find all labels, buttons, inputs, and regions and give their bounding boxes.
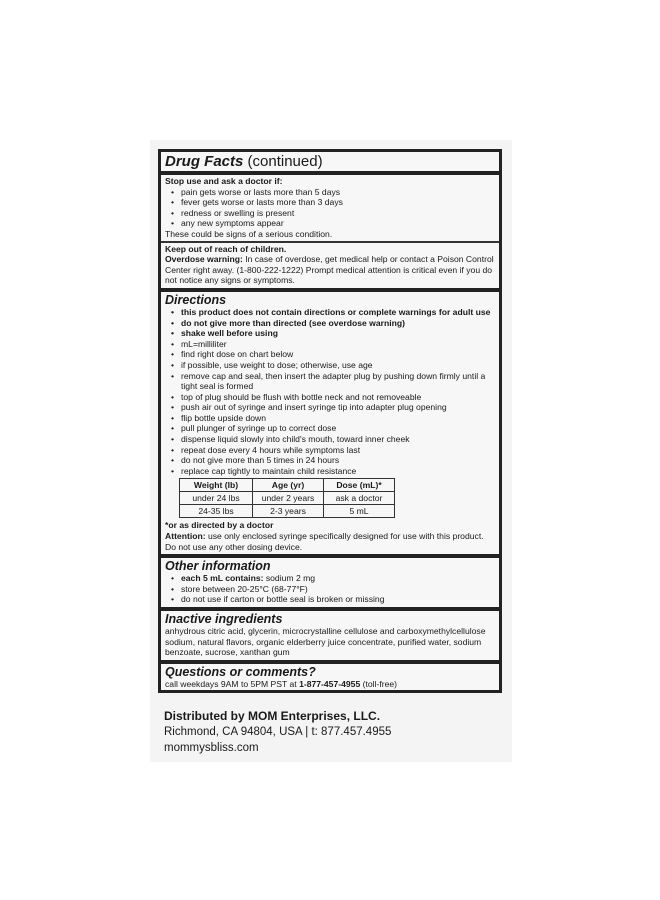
list-item: • shake well before using — [165, 328, 495, 339]
table-cell: 5 mL — [324, 505, 395, 518]
inactive-heading: Inactive ingredients — [165, 612, 283, 626]
list-item: • top of plug should be flush with bottle neck and not removeable — [165, 392, 495, 403]
dosing-footnote: *or as directed by a doctor — [165, 520, 274, 531]
list-item: • pain gets worse or lasts more than 5 days — [165, 187, 495, 198]
list-item: • store between 20-25°C (68-77°F) — [165, 584, 495, 595]
drug-facts-title: Drug Facts — [165, 153, 244, 170]
questions-text-after: (toll-free) — [360, 678, 398, 689]
overdose-text: In case of overdose, get medical help or contact a Poison Control Center right away. (1-800-222-1222) Prompt medical attention is critical even if you do not notice any signs or symptoms. — [165, 254, 494, 286]
attention-label: Attention: — [165, 531, 206, 542]
table-header: Weight (lb) — [180, 479, 253, 492]
table-cell: 24-35 lbs — [180, 505, 253, 518]
continued-label: (continued) — [243, 153, 323, 170]
distributor-block — [164, 708, 504, 756]
list-item: • redness or swelling is present — [165, 208, 495, 219]
table-header: Age (yr) — [253, 479, 324, 492]
distributor-name: Distributed by MOM Enterprises, LLC. — [164, 709, 381, 723]
list-item: • find right dose on chart below — [165, 349, 495, 360]
table-row — [180, 505, 395, 518]
drug-facts-header — [161, 152, 499, 175]
list-item: • flip bottle upside down — [165, 413, 495, 424]
directions-heading: Directions — [165, 292, 227, 307]
stop-use-footer: These could be signs of a serious condition. — [165, 228, 333, 239]
other-info-section — [161, 558, 499, 611]
attention-text: use only enclosed syringe specifically designed for use with this product. Do not use any other dosing device. — [165, 531, 484, 552]
phone-number: 1-877-457-4955 — [299, 678, 361, 689]
table-cell: ask a doctor — [324, 492, 395, 505]
sodium-label: each 5 mL contains: — [181, 573, 264, 584]
distributor-address: Richmond, CA 94804, USA | t: 877.457.4955 — [164, 726, 392, 738]
list-item: • do not give more than 5 times in 24 hours — [165, 455, 495, 466]
overdose-label: Overdose warning: — [165, 254, 243, 265]
overdose-warning — [165, 254, 495, 286]
list-item: • fever gets worse or lasts more than 3 days — [165, 197, 495, 208]
list-item: • replace cap tightly to maintain child resistance — [165, 466, 495, 477]
list-item: • push air out of syringe and insert syringe tip into adapter plug opening — [165, 402, 495, 413]
table-cell: under 2 years — [253, 492, 324, 505]
table-header: Dose (mL)* — [324, 479, 395, 492]
list-item: • pull plunger of syringe up to correct dose — [165, 423, 495, 434]
distributor-website: mommysbliss.com — [164, 742, 259, 754]
list-item: • this product does not contain directions or complete warnings for adult use — [165, 307, 495, 318]
questions-text-before: call weekdays 9AM to 5PM PST at — [165, 678, 300, 689]
dosing-table — [179, 478, 395, 518]
list-item: • mL=milliliter — [165, 339, 495, 350]
list-item: • any new symptoms appear — [165, 218, 495, 229]
keep-out-section — [161, 243, 499, 292]
drug-facts-box — [158, 149, 502, 693]
list-item: • do not give more than directed (see overdose warning) — [165, 318, 495, 329]
inactive-section — [161, 611, 499, 664]
attention-note — [165, 531, 495, 552]
other-info-heading: Other information — [165, 559, 271, 574]
table-row — [180, 492, 395, 505]
label-panel — [150, 140, 512, 762]
directions-section — [161, 292, 499, 558]
table-cell: 2-3 years — [253, 505, 324, 518]
questions-heading: Questions or comments? — [165, 664, 316, 679]
list-item: • if possible, use weight to dose; otherwise, use age — [165, 360, 495, 371]
list-item: • dispense liquid slowly into child's mouth, toward inner cheek — [165, 434, 495, 445]
sodium-value: sodium 2 mg — [263, 573, 316, 584]
list-item: • remove cap and seal, then insert the adapter plug by pushing down firmly until a tight seal is formed — [165, 371, 495, 392]
table-cell: under 24 lbs — [180, 492, 253, 505]
keep-out-heading: Keep out of reach of children. — [165, 243, 287, 254]
questions-section — [161, 664, 499, 692]
stop-use-section — [161, 175, 499, 243]
list-item — [165, 573, 495, 584]
inactive-text: anhydrous citric acid, glycerin, microcrystalline cellulose and carboxymethylcellulose sodium, natural flavors, organic elderberry juice concentrate, purified water, sodium benzoate, sucrose, xanthan gum — [165, 626, 486, 658]
stop-use-heading: Stop use and ask a doctor if: — [165, 176, 283, 186]
list-item: • do not use if carton or bottle seal is broken or missing — [165, 594, 495, 605]
list-item: • repeat dose every 4 hours while symptoms last — [165, 445, 495, 456]
questions-text — [165, 679, 495, 690]
